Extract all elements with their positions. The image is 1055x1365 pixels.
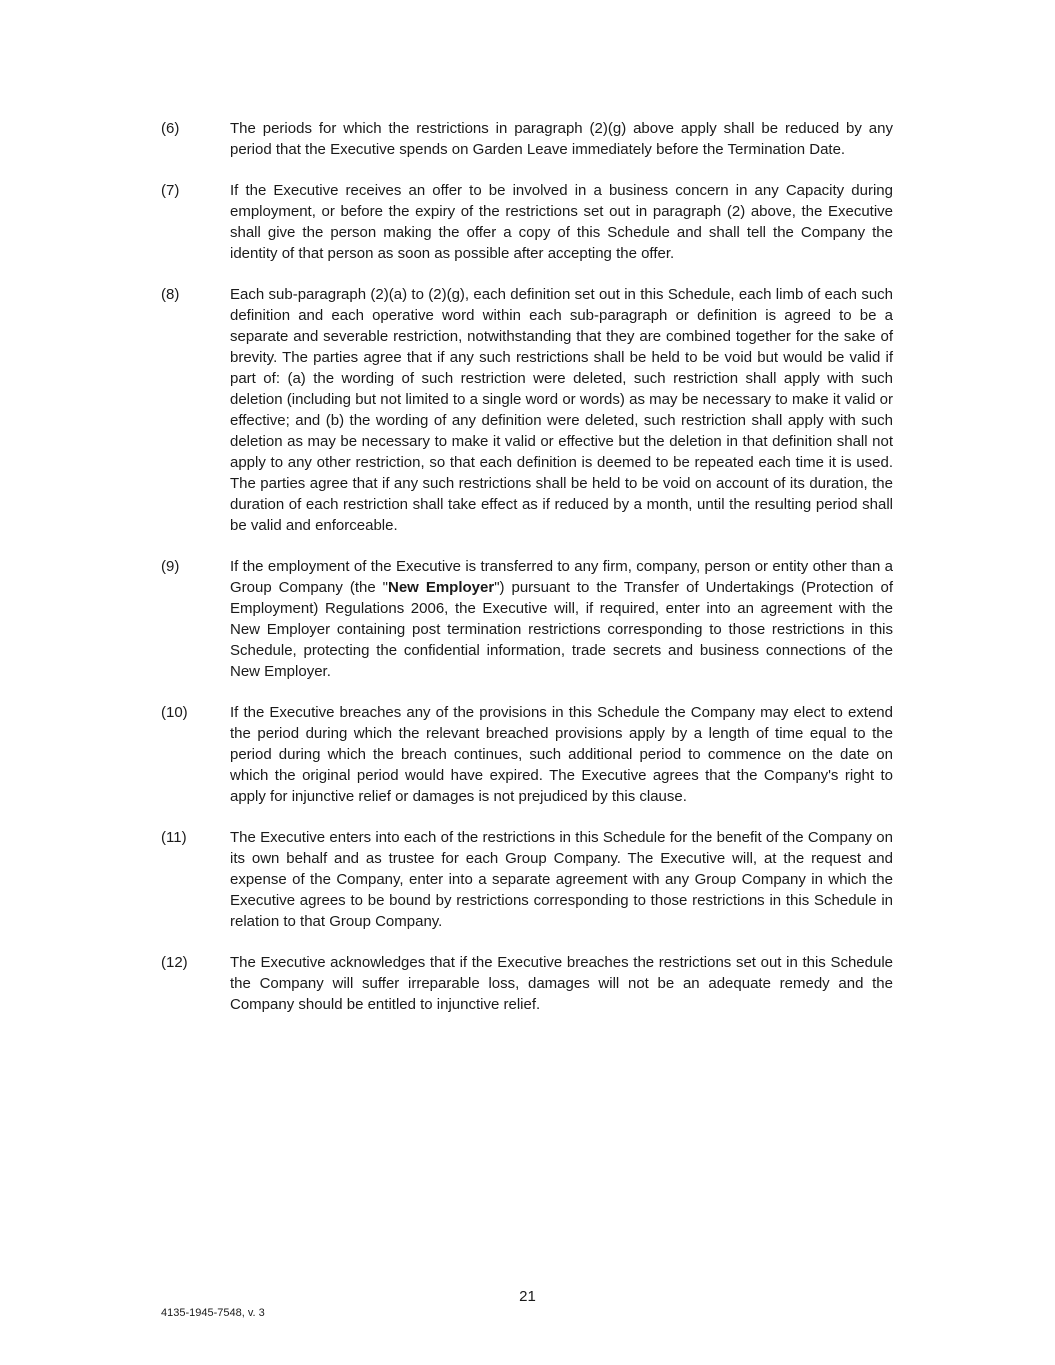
clause-number: (10) (161, 704, 188, 721)
clause-9 (161, 556, 893, 682)
clause-6 (161, 118, 893, 160)
document-id: 4135-1945-7548, v. 3 (161, 1307, 265, 1319)
clause-text: The periods for which the restrictions in paragraph (2)(g) above apply shall be reduced by any period that the Executive spends on Garden Leave immediately before the Termination Date. (230, 120, 893, 158)
clause-list (161, 118, 893, 1035)
defined-term: New Employer (388, 579, 495, 596)
clause-number: (12) (161, 954, 188, 971)
clause-number: (7) (161, 182, 180, 199)
clause-text-before: If the employment of the Executive is transferred to any firm, company, person or entity other than a Group Company (the " (230, 558, 893, 596)
clause-number: (6) (161, 120, 180, 137)
clause-11 (161, 827, 893, 932)
clause-8 (161, 284, 893, 536)
clause-number: (9) (161, 558, 180, 575)
clause-text (230, 556, 893, 682)
clause-10 (161, 702, 893, 807)
clause-text-after: ") pursuant to the Transfer of Undertakings (Protection of Employment) Regulations 2006, the Executive will, if required, enter into an agreement with the New Employer containing post termination restrictions corresponding to those restrictions in this Schedule, protecting the confidential information, trade secrets and business connections of the New Employer. (230, 579, 894, 680)
clause-number: (11) (161, 829, 187, 846)
page-number: 21 (519, 1288, 536, 1305)
clause-text: If the Executive breaches any of the provisions in this Schedule the Company may elect to extend the period during which the relevant breached provisions apply by a length of time equal to the period during which the breach continues, such additional period to commence on the date on which the original period would have expired. The Executive agrees that the Company's right to apply for injunctive relief or damages is not prejudiced by this clause. (230, 704, 893, 805)
clause-text: Each sub-paragraph (2)(a) to (2)(g), each definition set out in this Schedule, each limb of each such definition and each operative word within each sub-paragraph or definition is agreed to be a separate and severable restriction, notwithstanding that they are combined together for the sake of brevity. The parties agree that if any such restrictions shall be held to be void but would be valid if part of: (a) the wording of such restriction were deleted, such restriction shall apply with such deletion (including but not limited to a single word or words) as may be necessary to make it valid or effective; and (b) the wording of any definition were deleted, such restriction shall apply with such deletion as may be necessary to make it valid or effective but the deletion in that definition shall not apply to any other restriction, so that each definition is deemed to be repeated each time it is used. The parties agree that if any such restrictions shall be held to be void on account of its duration, the duration of each restriction shall take effect as if reduced by a month, until the resulting period shall be valid and enforceable. (230, 286, 893, 534)
clause-text: The Executive acknowledges that if the Executive breaches the restrictions set out in this Schedule the Company will suffer irreparable loss, damages will not be an adequate remedy and the Company should be entitled to injunctive relief. (230, 954, 893, 1013)
clause-number: (8) (161, 286, 180, 303)
clause-text: If the Executive receives an offer to be involved in a business concern in any Capacity during employment, or before the expiry of the restrictions set out in paragraph (2) above, the Executive shall give the person making the offer a copy of this Schedule and shall tell the Company the identity of that person as soon as possible after accepting the offer. (230, 182, 893, 262)
clause-text: The Executive enters into each of the restrictions in this Schedule for the benefit of the Company on its own behalf and as trustee for each Group Company. The Executive will, at the request and expense of the Company, enter into a separate agreement with any Group Company in which the Executive agrees to be bound by restrictions corresponding to those restrictions in this Schedule in relation to that Group Company. (230, 829, 893, 930)
clause-7 (161, 180, 893, 264)
clause-12 (161, 952, 893, 1015)
